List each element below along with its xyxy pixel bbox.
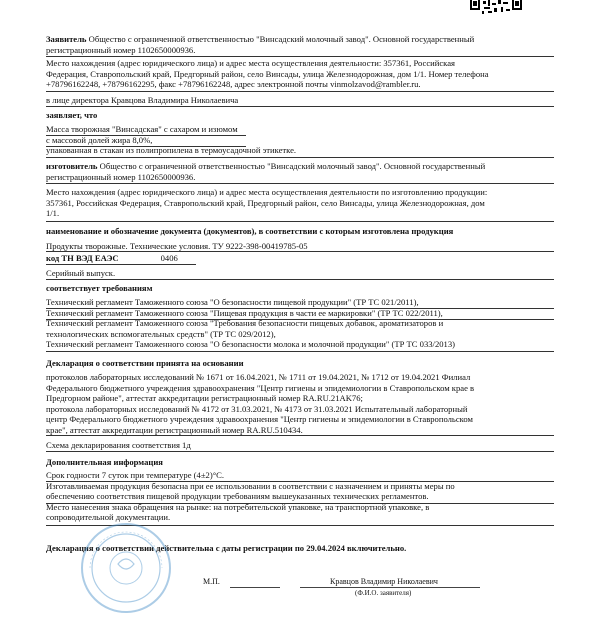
divider [46, 91, 554, 92]
product-line: Масса творожная "Винсадская" с сахаром и изюмом [46, 124, 238, 134]
divider [46, 251, 554, 252]
extra-line: Место нанесения знака обращения на рынке: на потребительской упаковке, на транспортной упаковке, в [46, 501, 430, 512]
address-line: 357361, Российская Федерация, Ставропольский край, Предгорный район, село Винсады, улица Железнодорожная, дом [46, 197, 485, 208]
requirement-line: технологических вспомогательных средств" (ТР ТС 029/2012), [46, 328, 276, 339]
divider [46, 279, 554, 280]
basis-line: протоколов лабораторных исследований № 1671 от 16.04.2021, № 1711 от 19.04.2021, № 1712 от 19.04.2021 Филиал [46, 372, 471, 382]
signer-caption: (Ф.И.О. заявителя) [355, 589, 412, 597]
applicant-line-1: Общество с ограниченной ответственностью "Винсадский молочный завод". Основной государственный [88, 34, 475, 44]
address-line: Место нахождения (адрес юридического лица) и адрес места осуществления деятельности: 357361, Российская [46, 58, 455, 68]
scheme-block [46, 440, 554, 451]
divider [46, 157, 554, 158]
address-line: 1/1. [46, 208, 60, 219]
divider [46, 351, 554, 352]
representative-text: в лице директора Кравцова Владимира Николаевича [46, 95, 239, 105]
manufacturer-block [46, 161, 554, 182]
basis-heading: Декларация о соответствии принята на основании [46, 358, 244, 368]
declares-label [46, 110, 554, 121]
extra-line: сопроводительной документации. [46, 512, 171, 523]
requirements-heading: соответствует требованиям [46, 283, 153, 293]
basis-line: протокола лабораторных исследований № 4172 от 31.03.2021, № 4173 от 31.03.2021 Испытательный лабораторный [46, 403, 468, 414]
tn-ved-label: код ТН ВЭД ЕАЭС [46, 253, 119, 263]
requirement-line: Технический регламент Таможенного союза "Пищевая продукция в части ее маркировки" (ТР ТС 022/2011), [46, 307, 443, 318]
divider [46, 221, 554, 222]
applicant-block [46, 34, 554, 55]
extra-heading-block [46, 457, 554, 468]
requirements-heading-block [46, 283, 554, 294]
basis-line: крае", аттестат аккредитации регистрационный номер RA.RU.510434. [46, 424, 303, 435]
address-line: +78796162248, +78796162295, факс +78796162248, адрес электронной почты vinmolzavod@rambler.ru. [46, 79, 421, 90]
divider [46, 106, 554, 107]
tn-ved-value: 0406 [160, 253, 178, 263]
product-block [46, 124, 554, 156]
serial-block [46, 268, 554, 279]
divider [46, 146, 246, 147]
applicant-address [46, 58, 554, 90]
requirements-block [46, 297, 554, 350]
stamp-label: М.П. [203, 577, 220, 586]
divider [46, 308, 554, 309]
extra-line: Изготавливаемая продукция безопасна при ее использовании в соответствии с назначением и приняты меры по [46, 480, 455, 491]
address-line: Федерация, Ставропольский край, Предгорный район, село Винсады, улица Железнодорожная, дом 1/1. Номер телефона [46, 68, 489, 79]
divider [46, 319, 554, 320]
tn-ved-block [46, 253, 554, 264]
name-line [300, 587, 480, 588]
document-heading: наименование и обозначение документа (документов), в соответствии с которым изготовлена продукция [46, 226, 454, 236]
divider [46, 435, 554, 436]
divider [46, 56, 554, 57]
requirement-line: Технический регламент Таможенного союза "О безопасности пищевой продукции" (ТР ТС 021/2011), [46, 297, 419, 307]
requirement-line: Технический регламент Таможенного союза "Требования безопасности пищевых добавок, ароматизаторов и [46, 318, 444, 329]
scheme-text: Схема декларирования соответствия 1д [46, 440, 191, 450]
company-seal-icon [78, 520, 174, 616]
signature-line [230, 587, 280, 588]
applicant-label: Заявитель [46, 34, 87, 44]
document-block [46, 226, 554, 251]
extra-heading: Дополнительная информация [46, 457, 163, 467]
divider [46, 183, 554, 184]
applicant-line-2: регистрационный номер 1102650000936. [46, 44, 196, 55]
divider [46, 503, 554, 504]
serial-text: Серийный выпуск. [46, 268, 116, 278]
basis-heading-block [46, 358, 554, 369]
divider [46, 481, 554, 482]
divider [46, 264, 196, 265]
representative [46, 95, 554, 106]
manufacturer-line-2: регистрационный номер 1102650000936. [46, 171, 196, 182]
basis-line: центр Федерального бюджетного учреждения здравоохранения "Центр гигиены и эпидемиологии в Ставропольском [46, 414, 473, 425]
product-line: с массовой долей жира 8,0%, [46, 134, 153, 145]
divider [46, 135, 246, 136]
basis-block [46, 372, 554, 436]
address-line: Место нахождения (адрес юридического лица) и адрес места осуществления деятельности по изготовлению продукции: [46, 187, 488, 197]
manufacturer-line-1: Общество с ограниченной ответственностью "Винсадский молочный завод". Основной государственный [99, 161, 486, 171]
document-value: Продукты творожные. Технические условия. ТУ 9222-398-00419785-05 [46, 240, 308, 251]
validity-text: Декларация о соответствии действительна с даты регистрации по 29.04.2024 включительно. [46, 543, 407, 553]
basis-line: Федерального бюджетного учреждения здравоохранения "Центр гигиены и эпидемиологии в Ставропольском крае в [46, 382, 475, 393]
basis-line: Предгорном районе", аттестат аккредитации регистрационный номер RA.RU.21AK76; [46, 393, 363, 404]
extra-block [46, 470, 554, 523]
signer-name: Кравцов Владимир Николаевич [330, 577, 438, 586]
manufacturer-label: изготовитель [46, 161, 98, 171]
qr-code-icon [468, 0, 524, 14]
manufacturer-address [46, 187, 554, 219]
extra-line: Срок годности 7 суток при температуре (4±2)°С. [46, 470, 225, 480]
requirement-line: Технический регламент Таможенного союза "О безопасности молока и молочной продукции" (ТР ТС 033/2013) [46, 339, 455, 350]
declares-label-text: заявляет, что [46, 110, 98, 120]
extra-line: обеспечению соответствия пищевой продукции требованиям вышеуказанных технических регламентов. [46, 491, 429, 502]
product-line: упакованная в стакан из полипропилена в термоусадочной этикетке. [46, 145, 297, 156]
divider [46, 451, 554, 452]
